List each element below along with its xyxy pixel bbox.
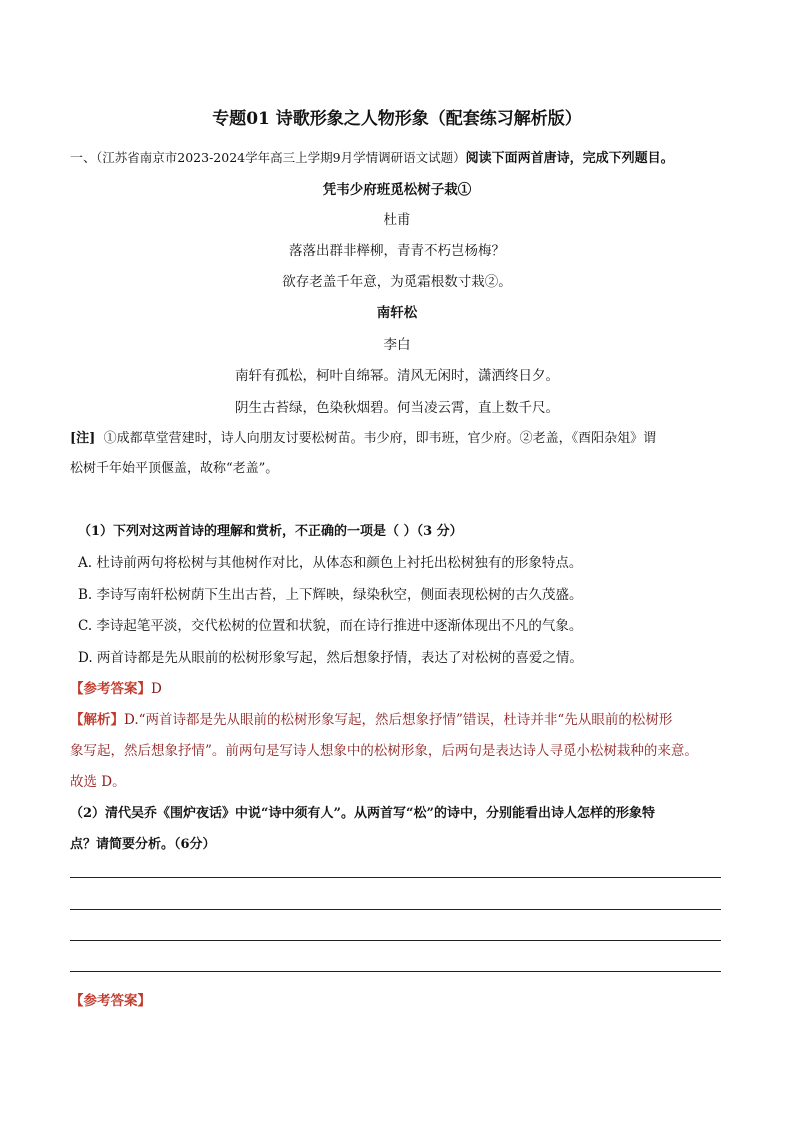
note-line: 松树千年始平顶偃盖，故称“老盖”。: [70, 461, 279, 476]
question-source: （江苏省南京市2023-2024学年高三上学期9月学情调研语文试题）: [96, 150, 466, 165]
analysis-line: 象写起，然后想象抒情”。前两句是写诗人想象中的松树形象，后两句是表达诗人寻觅小松树栽种的来意。: [70, 743, 698, 759]
answer-row: [70, 677, 162, 697]
note-label: [注]: [70, 431, 96, 446]
analysis-line: 故选 D。: [70, 774, 126, 790]
poem2-title: 南轩松: [376, 305, 418, 321]
analysis-line: [70, 708, 672, 728]
question-number: 一、: [70, 151, 97, 166]
poem2-line: 阴生古苔绿，色染秋烟碧。何当凌云霄，直上数千尺。: [235, 400, 559, 416]
poem1-line: 欲存老盖千年意，为觅霜根数寸栽②。: [282, 274, 512, 290]
option-b: B. 李诗写南轩松树荫下生出古苔，上下辉映，绿染秋空，侧面表现松树的古久茂盛。: [78, 587, 583, 603]
note-text: ①成都草堂营建时，诗人向朋友讨要松树苗。韦少府，即韦班，官少府。②老盖，《酉阳杂俎》谓: [103, 431, 657, 446]
poem2-line: 南轩有孤松，柯叶自绵幂。清风无闲时，潇洒终日夕。: [235, 368, 559, 384]
poem2-author: 李白: [383, 337, 411, 353]
sub-question-1: （1）下列对这两首诗的理解和赏析，不正确的一项是（ ）（3 分）: [78, 524, 463, 539]
sub-question-2: （2）清代吴乔《围炉夜话》中说“诗中须有人”。从两首写“松”的诗中，分别能看出诗人怎样的形象特: [70, 806, 655, 821]
answer-label: 【参考答案】: [70, 681, 151, 697]
poem1-title: 凭韦少府班觅松树子栽①: [322, 182, 472, 198]
sub-question-2-cont: 点？请简要分析。（6分）: [70, 837, 216, 852]
question-instruction: 阅读下面两首唐诗，完成下列题目。: [465, 151, 674, 166]
poem1-author: 杜甫: [383, 212, 411, 228]
page-title: 专题01 诗歌形象之人物形象（配套练习解析版）: [212, 109, 582, 129]
answer-blank-line: [70, 909, 721, 910]
option-c: C. 李诗起笔平淡，交代松树的位置和状貌，而在诗行推进中逐渐体现出不凡的气象。: [78, 618, 583, 634]
option-d: D. 两首诗都是先从眼前的松树形象写起，然后想象抒情，表达了对松树的喜爱之情。: [78, 650, 583, 666]
answer-blank-line: [70, 971, 721, 972]
analysis-text: D.“两首诗都是先从眼前的松树形象写起，然后想象抒情”错误，杜诗并非“先从眼前的松树形: [124, 712, 673, 728]
answer-blank-line: [70, 877, 721, 878]
note-line: [70, 427, 656, 446]
question-intro: [70, 147, 674, 166]
analysis-label: 【解析】: [70, 712, 124, 728]
poem1-line: 落落出群非榉柳，青青不朽岂杨梅？: [289, 243, 505, 259]
answer-value: D: [151, 681, 162, 697]
option-a: A. 杜诗前两句将松树与其他树作对比，从体态和颜色上衬托出松树独有的形象特点。: [78, 555, 583, 571]
answer-blank-line: [70, 940, 721, 941]
answer-label-2: 【参考答案】: [70, 993, 151, 1009]
